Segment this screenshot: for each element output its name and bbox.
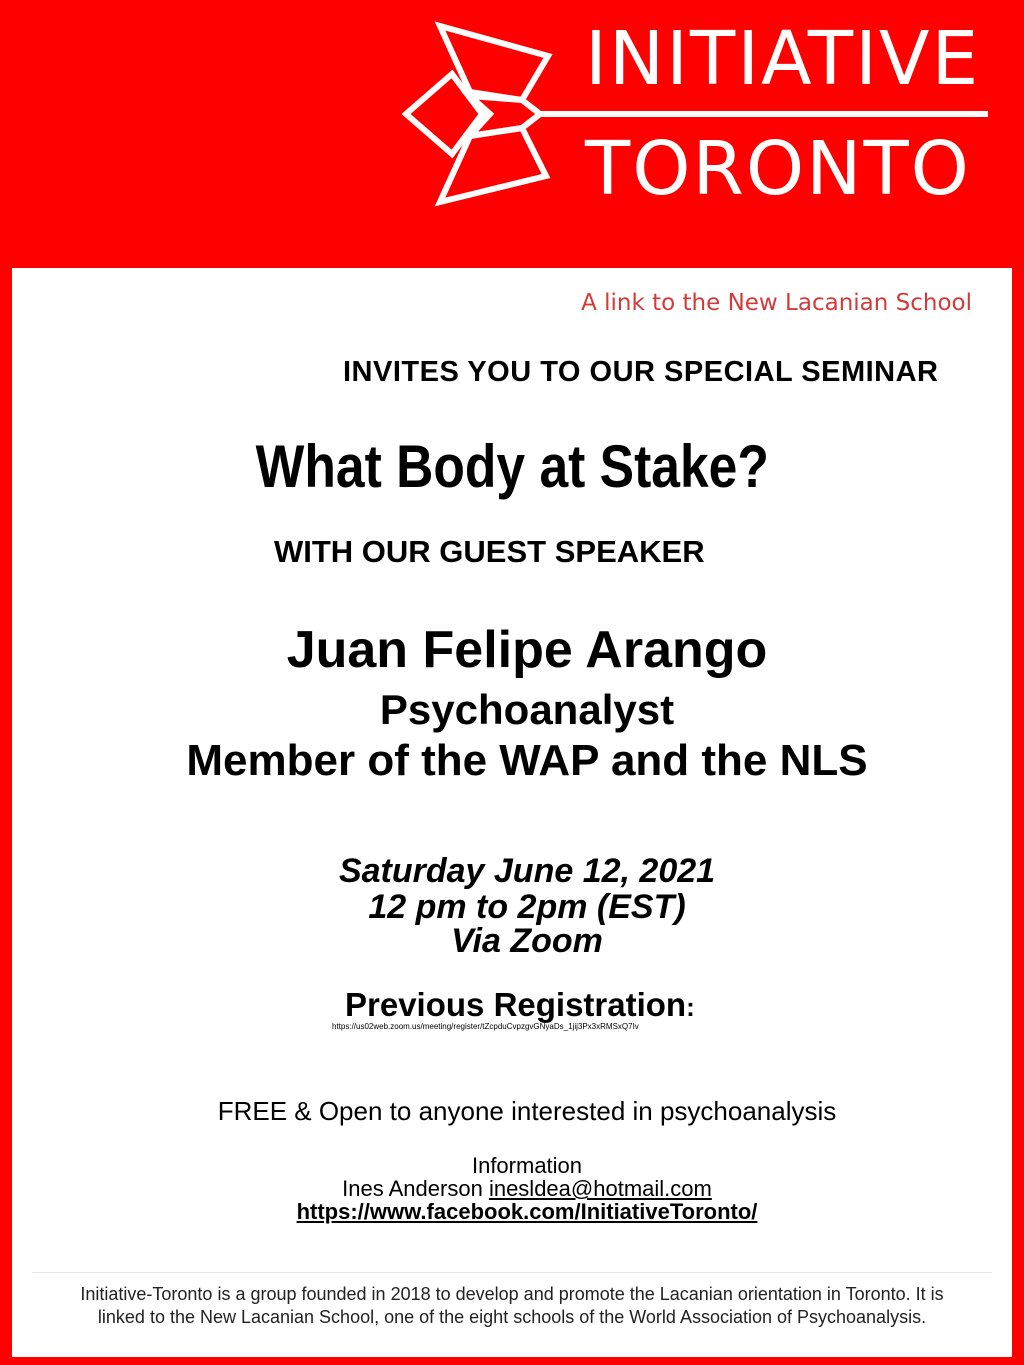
registration-link[interactable]: https://us02web.zoom.us/meeting/register/tZcpduCvpzgvGNyaDs_1jij3Px3xRMSxQ7Iv <box>332 1022 639 1031</box>
information-heading: Information <box>471 1153 583 1178</box>
event-platform: Via Zoom <box>451 922 603 960</box>
logo-word-toronto: TORONTO <box>585 126 971 212</box>
event-date: Saturday June 12, 2021 <box>338 852 716 890</box>
contact-name: Ines Anderson <box>342 1176 483 1201</box>
registration-label: Previous Registration <box>345 986 687 1023</box>
invitation-heading: INVITES YOU TO OUR SPECIAL SEMINAR <box>343 356 939 388</box>
facebook-link[interactable]: https://www.facebook.com/InitiativeToronto/ <box>296 1199 758 1224</box>
speaker-membership: Member of the WAP and the NLS <box>186 736 868 785</box>
footer-description <box>42 1283 982 1329</box>
registration-heading <box>345 986 695 1024</box>
free-admission-note: FREE & Open to anyone interested in psychoanalysis <box>217 1096 837 1126</box>
footer-line-1: Initiative-Toronto is a group founded in 2018 to develop and promote the Lacanian orientation in Toronto. It is <box>80 1284 944 1304</box>
footer-divider <box>32 1272 992 1273</box>
flyer-content-panel <box>12 268 1012 1357</box>
contact-email-link[interactable]: inesldea@hotmail.com <box>488 1176 712 1201</box>
speaker-role: Psychoanalyst <box>379 686 675 733</box>
seminar-title: What Body at Stake? <box>255 433 769 500</box>
header-banner <box>0 0 1024 268</box>
tagline: A link to the New Lacanian School <box>581 290 972 316</box>
event-time: 12 pm to 2pm (EST) <box>368 888 686 926</box>
contact-line <box>12 1177 1024 1200</box>
footer-line-2: linked to the New Lacanian School, one of the eight schools of the World Association of Psychoanalysis. <box>97 1307 927 1327</box>
speaker-name: Juan Felipe Arango <box>286 621 768 679</box>
logo-word-initiative: INITIATIVE <box>585 16 981 102</box>
registration-colon: : <box>686 992 695 1022</box>
guest-speaker-intro: WITH OUR GUEST SPEAKER <box>274 534 705 569</box>
